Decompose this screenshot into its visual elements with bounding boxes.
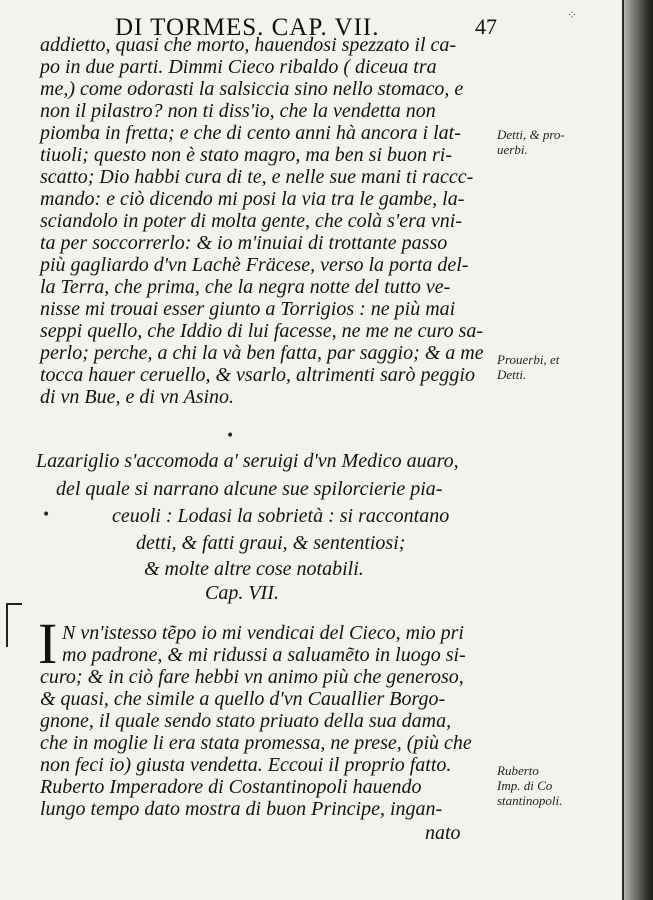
side-note: uerbi.: [497, 142, 528, 157]
text-line: ta per soccorrerlo: & io m'inuiai di trottante passo: [40, 232, 448, 254]
paragraph-2: [40, 622, 500, 862]
heading-line: del quale si narrano alcune sue spilorcierie pia-: [56, 478, 443, 500]
margin-mark: [6, 603, 22, 647]
text-line: di vn Bue, e di vn Asino.: [40, 386, 235, 408]
text-line: piomba in fretta; e che di cento anni hà ancora i lat-: [40, 122, 461, 144]
chapter-heading: [36, 450, 496, 580]
page-number: 47: [475, 14, 497, 39]
chapter-label: Cap. VII.: [205, 582, 279, 604]
paragraph-1: [40, 34, 500, 414]
side-note: Detti, & pro-: [497, 127, 565, 142]
text-line: sciandolo in poter di molta gente, che colà s'era vni-: [40, 210, 462, 232]
side-note: stantinopoli.: [497, 793, 563, 808]
corner-mark: ⁘: [566, 8, 577, 22]
text-line: nisse mi trouai esser giunto a Torrigios : ne più mai: [40, 298, 456, 320]
gutter-edge: [622, 0, 624, 900]
text-line: seppi quello, che Iddio di lui facesse, ne me ne curo sa-: [40, 320, 484, 342]
text-line: gnone, il quale sendo stato priuato della sua dama,: [40, 710, 452, 732]
side-note: Detti.: [497, 367, 527, 382]
text-line: non il pilastro? non ti diss'io, che la vendetta non: [40, 100, 436, 122]
heading-line: & molte altre cose notabili.: [144, 558, 364, 580]
text-line: lungo tempo dato mostra di buon Principe, ingan-: [40, 798, 443, 820]
text-line: me,) come odorasti la salsiccia sino nello stomaco, e: [40, 78, 464, 100]
heading-line: Lazariglio s'accomoda a' seruigi d'vn Medico auaro,: [36, 450, 459, 472]
text-line: tiuoli; questo non è stato magro, ma ben si buon ri-: [40, 144, 453, 166]
side-note: Ruberto: [497, 763, 539, 778]
book-gutter: [623, 0, 653, 900]
side-note: Imp. di Co: [497, 778, 553, 793]
text-line: po in due parti. Dimmi Cieco ribaldo ( diceua tra: [40, 56, 437, 78]
text-line: curo; & in ciò fare hebbi vn animo più che generoso,: [40, 666, 464, 688]
text-line: & quasi, che simile a quello d'vn Cauallier Borgo-: [40, 688, 446, 710]
ornament-dot: •: [226, 428, 235, 444]
text-line: che in moglie li era stata promessa, ne prese, (più che: [40, 732, 472, 754]
heading-line: detti, & fatti graui, & sententiosi;: [136, 532, 406, 554]
drop-cap: I: [38, 611, 58, 676]
text-line: perlo; perche, a chi la và ben fatta, par saggio; & a me: [40, 342, 484, 364]
side-note: Prouerbi, et: [497, 352, 560, 367]
text-line: mando: e ciò dicendo mi posi la via tra le gambe, la-: [40, 188, 465, 210]
margin-dot: •: [42, 507, 51, 523]
catchword: nato: [425, 822, 461, 844]
text-line: più gagliardo d'vn Lachè Fräcese, verso la porta del-: [40, 254, 469, 276]
text-line: N vn'istesso tẽpo io mi vendicai del Cieco, mio pri: [62, 622, 464, 644]
running-title: DI TORMES. CAP. VII.: [115, 14, 380, 41]
text-line: tocca hauer ceruello, & vsarlo, altrimenti sarò peggio: [40, 364, 475, 386]
heading-line: ceuoli : Lodasi la sobrietà : si raccontano: [112, 505, 450, 527]
text-line: mo padrone, & mi ridussi a saluamẽto in luogo si-: [62, 644, 466, 666]
text-line: Ruberto Imperadore di Costantinopoli hauendo: [40, 776, 422, 798]
text-line: scatto; Dio habbi cura di te, e nelle sue mani ti raccc-: [40, 166, 474, 188]
text-line: non feci io) giusta vendetta. Eccoui il proprio fatto.: [40, 754, 452, 776]
text-line: addietto, quasi che morto, hauendosi spezzato il ca-: [40, 34, 457, 56]
text-line: la Terra, che prima, che la negra notte del tutto ve-: [40, 276, 451, 298]
